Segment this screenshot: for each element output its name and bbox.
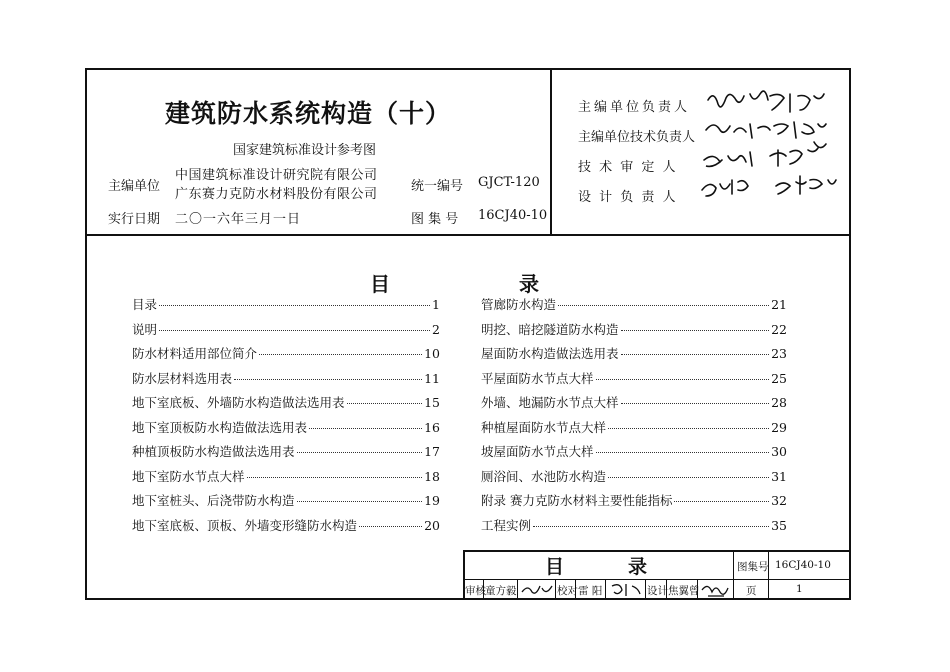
review-name: 童方毅 [485,585,517,597]
toc-entry [481,295,787,315]
toc-entry [481,516,787,536]
toc-entry-page: 18 [424,468,440,484]
review-label: 审核 [465,585,486,597]
toc-heading-left: 目 [370,272,390,296]
toc-entry-title: 屋面防水构造做法选用表 [481,346,619,361]
toc-leader-dots [558,305,769,306]
title-block-vline-1 [733,550,734,600]
toc-entry [132,516,440,536]
effective-date: 二〇一六年三月一日 [175,212,302,227]
toc-entry-title: 管廊防水构造 [481,297,557,312]
toc-entry-page: 23 [771,346,787,361]
unified-no-label: 统一编号 [411,179,464,194]
toc-entry [481,393,787,413]
toc-leader-dots [596,379,770,380]
toc-entry-title: 防水层材料选用表 [132,370,233,386]
toc-leader-dots [297,501,423,502]
toc-entry-title: 说明 [132,321,158,337]
toc-leader-dots [359,526,422,527]
toc-entry-page: 31 [771,468,787,484]
check-label: 校对 [557,585,578,597]
editor-label: 主编单位 [108,179,161,194]
toc-entry [481,491,787,511]
title-block-vline-2 [768,550,769,600]
tb-cell-sep [645,579,646,600]
title-block-atlas-label: 图集号 [737,561,769,573]
toc-entry-page: 2 [432,321,440,337]
toc-entry-title: 明挖、暗挖隧道防水构造 [481,321,619,337]
editor-unit-1: 中国建筑标准设计研究院有限公司 [175,168,378,183]
title-block-atlas-no: 16CJ40-10 [775,559,831,571]
toc-entry-page: 19 [424,493,440,508]
check-signature [608,580,644,598]
toc-entry [132,295,440,315]
toc-entry-title: 工程实例 [481,517,532,533]
toc-entry-title: 地下室防水节点大样 [132,468,245,484]
toc-entry-title: 目录 [132,297,158,312]
signature-role-3: 技 术 审 定 人 [578,160,678,175]
toc-leader-dots [347,403,423,404]
toc-leader-dots [234,379,422,380]
page-number: 1 [796,583,803,595]
toc-leader-dots [159,330,430,331]
toc-entry-title: 地下室底板、外墙防水构造做法选用表 [132,395,345,410]
toc-leader-dots [159,305,430,306]
toc-entry-page: 10 [424,346,440,361]
toc-entry [132,320,440,340]
toc-heading-right: 录 [519,272,539,296]
toc-entry-title: 厕浴间、水池防水构造 [481,468,607,484]
toc-leader-dots [309,428,422,429]
check-name: 雷 阳 [578,585,603,597]
toc-entry-title: 地下室顶板防水构造做法选用表 [132,419,308,435]
unified-no: GJCT-120 [478,175,540,190]
toc-entry-page: 30 [771,444,787,459]
atlas-no: 16CJ40-10 [478,208,548,223]
toc-entry [132,344,440,364]
title-block-name-right: 录 [628,556,648,578]
toc-entry-title: 外墙、地漏防水节点大样 [481,395,619,410]
toc-leader-dots [608,477,769,478]
atlas-no-label: 图 集 号 [411,212,459,227]
signature-role-4: 设 计 负 责 人 [578,190,678,205]
toc-entry-page: 20 [424,517,440,533]
editor-unit-2: 广东赛力克防水材料股份有限公司 [175,187,378,202]
signature-role-2: 主编单位技术负责人 [578,130,696,145]
signature-role-1: 主编单位负责人 [578,100,691,115]
toc-entry [481,320,787,340]
toc-leader-dots [247,477,423,478]
toc-entry-title: 地下室底板、顶板、外墙变形缝防水构造 [132,517,358,533]
toc-entry-page: 35 [771,517,787,533]
toc-entry-title: 平屋面防水节点大样 [481,370,594,386]
toc-entry-title: 附录 赛力克防水材料主要性能指标 [481,493,673,508]
toc-entry-page: 16 [424,419,440,435]
toc-entry-page: 28 [771,395,787,410]
title-block-name-left: 目 [545,556,565,578]
tb-cell-sep [605,579,606,600]
toc-leader-dots [596,452,770,453]
toc-entry [481,369,787,389]
toc-entry [481,418,787,438]
toc-entry-page: 25 [771,370,787,386]
toc-leader-dots [533,526,769,527]
toc-leader-dots [297,452,423,453]
toc-entry [481,467,787,487]
toc-entry-title: 种植顶板防水构造做法选用表 [132,444,295,459]
design-name: 焦翼曾 [668,585,700,597]
date-label: 实行日期 [108,212,161,227]
toc-leader-dots [259,354,422,355]
toc-entry-page: 15 [424,395,440,410]
toc-entry [132,369,440,389]
toc-leader-dots [621,354,770,355]
toc-entry [132,393,440,413]
header-divider [85,234,851,236]
toc-entry-page: 32 [771,493,787,508]
design-label: 设计 [647,585,668,597]
page-label: 页 [746,585,757,597]
toc-entry-page: 11 [424,370,440,386]
toc-leader-dots [674,501,769,502]
toc-entry [132,418,440,438]
toc-entry-title: 种植屋面防水节点大样 [481,419,607,435]
toc-entry-page: 1 [432,297,440,312]
toc-entry-page: 29 [771,419,787,435]
toc-entry-page: 21 [771,297,787,312]
page-subtitle: 国家建筑标准设计参考图 [233,143,377,158]
toc-entry [481,344,787,364]
toc-leader-dots [621,330,770,331]
toc-entry-page: 22 [771,321,787,337]
handwritten-signatures [700,86,840,216]
page-title: 建筑防水系统构造（十） [165,99,452,128]
design-signature [700,580,732,598]
toc-entry [132,467,440,487]
header-vertical-divider [550,68,552,235]
tb-cell-sep [517,579,518,600]
toc-entry-title: 地下室桩头、后浇带防水构造 [132,493,295,508]
toc-leader-dots [608,428,769,429]
review-signature [520,580,554,598]
toc-entry-page: 17 [424,444,440,459]
tb-cell-sep [555,579,556,600]
toc-entry-title: 防水材料适用部位简介 [132,346,258,361]
toc-leader-dots [621,403,770,404]
toc-entry [132,491,440,511]
toc-entry [481,442,787,462]
toc-entry-title: 坡屋面防水节点大样 [481,444,594,459]
toc-entry [132,442,440,462]
